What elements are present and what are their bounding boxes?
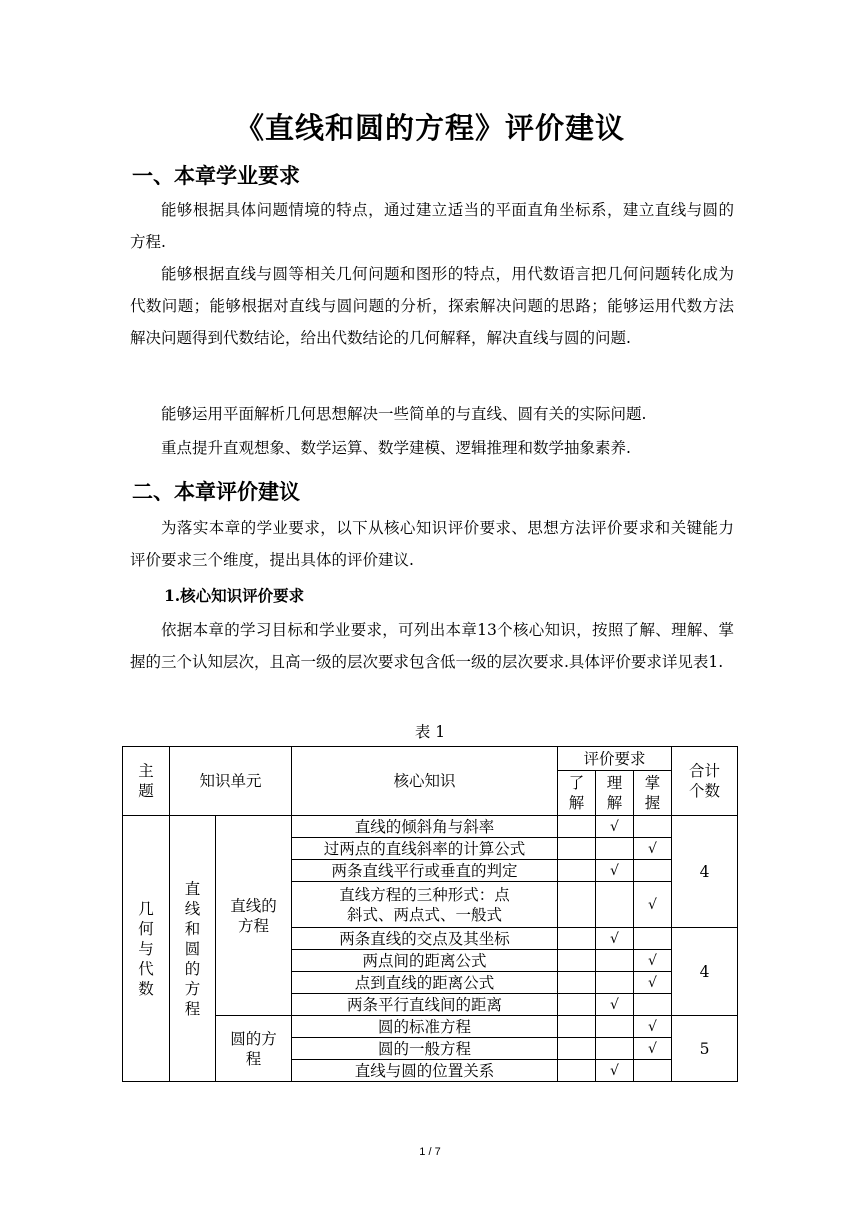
core-knowledge-cell: 圆的标准方程 <box>292 1016 558 1038</box>
level-1-cell <box>558 1016 596 1038</box>
core-knowledge-cell: 两条直线平行或垂直的判定 <box>292 860 558 882</box>
page-number: 1 / 7 <box>419 1146 441 1158</box>
section2-intro: 为落实本章的学业要求，以下从核心知识评价要求、思想方法评价要求和关键能力评价要求三个维度，提出具体的评价建议. <box>130 519 734 569</box>
section1-paragraph-1: 能够根据具体问题情境的特点，通过建立适当的平面直角坐标系，建立直线与圆的方程. <box>130 201 734 251</box>
section2-subparagraph: 依据本章的学习目标和学业要求，可列出本章13个核心知识，按照了解、理解、掌握的三个认知层次，且高一级的层次要求包含低一级的层次要求.具体评价要求详见表1. <box>130 621 734 671</box>
core-knowledge-cell: 两条平行直线间的距离 <box>292 994 558 1016</box>
unit-cell: 直线和圆的方程 <box>170 816 216 1082</box>
document-title: 《直线和圆的方程》评价建议 <box>234 111 625 145</box>
level-1-cell <box>558 860 596 882</box>
level-3-cell <box>634 860 672 882</box>
level-3-cell <box>634 928 672 950</box>
level-2-cell: √ <box>596 1060 634 1082</box>
total-cell: 5 <box>672 1016 738 1082</box>
level-2-cell <box>596 972 634 994</box>
level-3-cell: √ <box>634 1016 672 1038</box>
level-2-cell: √ <box>596 860 634 882</box>
level-1-cell <box>558 882 596 928</box>
header-unit: 知识单元 <box>170 747 292 816</box>
core-knowledge-cell: 点到直线的距离公式 <box>292 972 558 994</box>
level-2-cell: √ <box>596 816 634 838</box>
level-2-cell <box>596 882 634 928</box>
subunit-circle: 圆的方程 <box>216 1016 292 1082</box>
header-level-2: 理解 <box>596 771 634 816</box>
table-caption: 表 1 <box>414 723 446 741</box>
level-1-cell <box>558 950 596 972</box>
level-1-cell <box>558 928 596 950</box>
section2-subheading: 1.核心知识评价要求 <box>164 586 305 605</box>
header-topic: 主题 <box>123 747 170 816</box>
level-2-cell <box>596 1038 634 1060</box>
level-3-cell <box>634 816 672 838</box>
core-knowledge-cell: 两点间的距离公式 <box>292 950 558 972</box>
section1-heading: 一、本章学业要求 <box>132 164 300 188</box>
level-2-cell <box>596 838 634 860</box>
level-3-cell: √ <box>634 950 672 972</box>
level-3-cell: √ <box>634 882 672 928</box>
level-2-cell <box>596 1016 634 1038</box>
core-knowledge-cell: 圆的一般方程 <box>292 1038 558 1060</box>
subunit-line: 直线的方程 <box>216 816 292 1016</box>
level-2-cell <box>596 950 634 972</box>
evaluation-table <box>122 746 738 1082</box>
level-2-cell: √ <box>596 994 634 1016</box>
total-cell: 4 <box>672 816 738 928</box>
level-1-cell <box>558 838 596 860</box>
total-cell: 4 <box>672 928 738 1016</box>
level-1-cell <box>558 972 596 994</box>
section1-paragraph-4: 重点提升直观想象、数学运算、数学建模、逻辑推理和数学抽象素养. <box>161 439 631 457</box>
core-knowledge-cell: 直线的倾斜角与斜率 <box>292 816 558 838</box>
level-1-cell <box>558 1038 596 1060</box>
level-2-cell: √ <box>596 928 634 950</box>
level-3-cell: √ <box>634 838 672 860</box>
core-knowledge-cell: 直线与圆的位置关系 <box>292 1060 558 1082</box>
level-1-cell <box>558 816 596 838</box>
level-3-cell <box>634 994 672 1016</box>
level-3-cell <box>634 1060 672 1082</box>
section1-paragraph-2: 能够根据直线与圆等相关几何问题和图形的特点，用代数语言把几何问题转化成为代数问题；能够根据对直线与圆问题的分析，探索解决问题的思路；能够运用代数方法解决问题得到代数结论，给出代数结论的几何解释，解决直线与圆的问题. <box>130 265 734 347</box>
level-1-cell <box>558 1060 596 1082</box>
topic-cell: 几何与代数 <box>123 816 170 1082</box>
core-knowledge-cell: 两条直线的交点及其坐标 <box>292 928 558 950</box>
level-1-cell <box>558 994 596 1016</box>
header-level-1: 了解 <box>558 771 596 816</box>
header-core: 核心知识 <box>292 747 558 816</box>
core-knowledge-cell: 过两点的直线斜率的计算公式 <box>292 838 558 860</box>
level-3-cell: √ <box>634 1038 672 1060</box>
header-eval: 评价要求 <box>558 747 672 771</box>
level-3-cell: √ <box>634 972 672 994</box>
core-knowledge-cell: 直线方程的三种形式：点斜式、两点式、一般式 <box>292 882 558 928</box>
section2-heading: 二、本章评价建议 <box>132 480 300 504</box>
header-total: 合计个数 <box>672 747 738 816</box>
section1-paragraph-3: 能够运用平面解析几何思想解决一些简单的与直线、圆有关的实际问题. <box>161 405 647 423</box>
header-level-3: 掌握 <box>634 771 672 816</box>
